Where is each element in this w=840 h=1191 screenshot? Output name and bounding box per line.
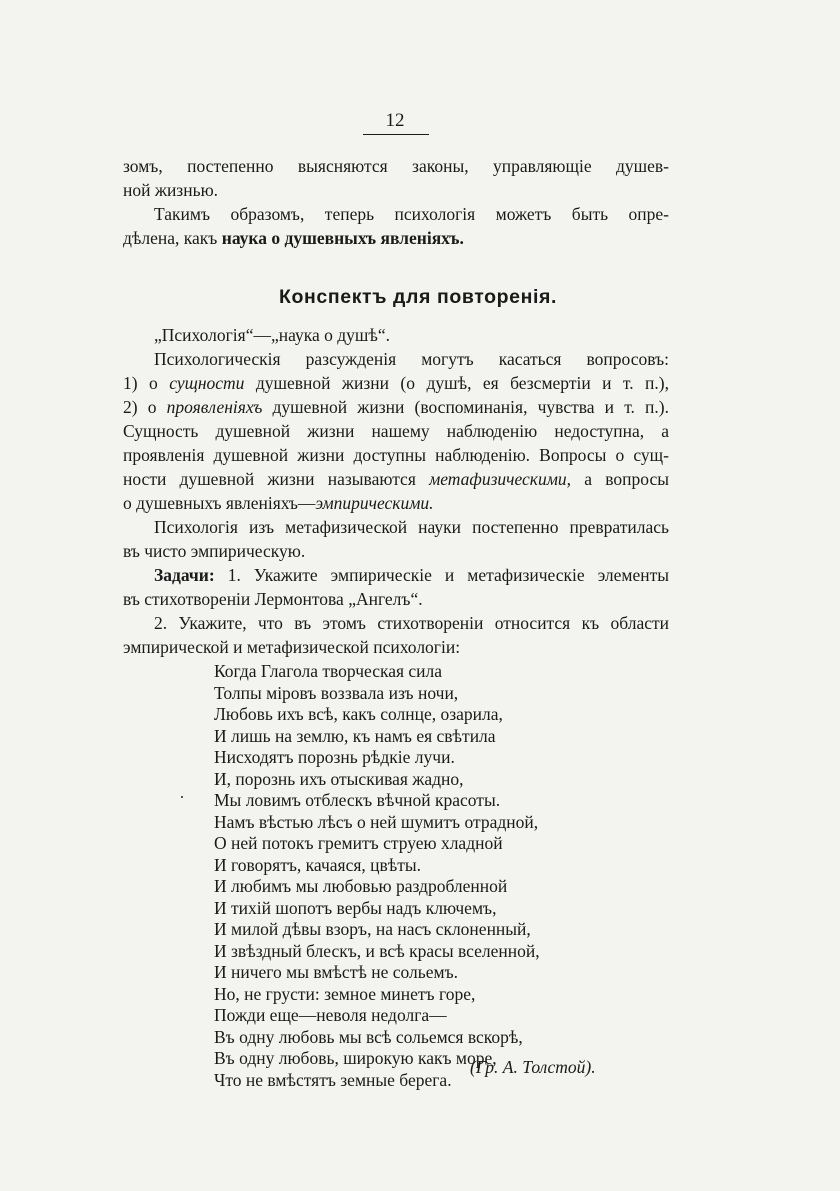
- text-line: „Психологія“—„наука о душѣ“.: [154, 325, 391, 345]
- text-line: [123, 563, 669, 587]
- text-run: 2) о: [123, 397, 167, 417]
- italic-term: эмпирическими.: [315, 493, 434, 513]
- poem-line: И говорятъ, качаяся, цвѣты.: [214, 854, 422, 875]
- poem-line: Что не вмѣстятъ земные берега.: [214, 1069, 452, 1090]
- section-heading: Конспектъ для повторенія.: [279, 286, 557, 308]
- poem-line: Когда Глагола творческая сила: [214, 661, 443, 681]
- poem-line: Въ одну любовь, широкую какъ море,: [214, 1048, 497, 1068]
- summary-paragraph: [123, 323, 669, 563]
- text-line: проявленія душевной жизни доступны наблюденію. Вопросы о сущ-: [123, 445, 669, 465]
- poem-line: И любимъ мы любовью раздробленной: [214, 876, 508, 896]
- text-line: [123, 467, 669, 491]
- poem-line: И, порознь ихъ отыскивая жадно,: [214, 768, 464, 789]
- poem-line: Мы ловимъ отблескъ вѣчной красоты.: [214, 790, 501, 810]
- poem-line: Намъ вѣстью лѣсъ о ней шумитъ отрадной,: [214, 811, 539, 832]
- text-line: въ стихотвореніи Лермонтова „Ангелъ“.: [123, 589, 423, 609]
- text-run: 1) о: [123, 373, 170, 393]
- text-run: 1. Укажите эмпирическіе и метафизическіе элементы: [214, 565, 669, 585]
- text-line: эмпирической и метафизической психологіи:: [123, 637, 461, 657]
- text-line: Психологическія разсужденія могутъ касаться вопросовъ:: [154, 349, 669, 369]
- poem-line: О ней потокъ гремитъ струею хладной: [214, 833, 503, 853]
- text-line: 2. Укажите, что въ этомъ стихотвореніи относится къ области: [154, 613, 669, 633]
- poem-line: Но, не грусти: земное минетъ горе,: [214, 983, 476, 1004]
- text-run: душевной жизни (воспоминанія, чувства и т. п.).: [262, 397, 669, 417]
- poem-line: Въ одну любовь мы всѣ сольемся вскорѣ,: [214, 1026, 523, 1047]
- poem-line: И ничего мы вмѣстѣ не сольемъ.: [214, 962, 458, 982]
- poem: [214, 661, 634, 1091]
- text-run: дѣлена, какъ: [123, 228, 222, 248]
- page-number: 12: [385, 110, 405, 131]
- poem-line: И звѣздный блескъ, и всѣ красы вселенной,: [214, 940, 540, 961]
- poem-line: И тихій шопотъ вербы надъ ключемъ,: [214, 897, 497, 918]
- tasks-paragraph: [123, 563, 669, 659]
- text-run: душевной жизни (о душѣ, ея безсмертіи и т. п.),: [244, 373, 669, 393]
- text-run: ности душевной жизни называются: [123, 469, 430, 489]
- text-line: Психологія изъ метафизической науки постепенно превратилась: [154, 517, 669, 537]
- italic-term: проявленіяхъ: [166, 397, 263, 417]
- text-line: Такимъ образомъ, теперь психологія можетъ быть опре-: [154, 204, 669, 224]
- page-number-rule: [363, 134, 429, 135]
- text-line: [123, 371, 669, 395]
- italic-term: метафизическими,: [429, 469, 572, 489]
- text-line: въ чисто эмпирическую.: [123, 541, 306, 561]
- poem-line: И милой дѣвы взоръ, на насъ склоненный,: [214, 919, 531, 939]
- poem-line: Пожди еще—неволя недолга—: [214, 1005, 447, 1025]
- italic-term: сущности: [169, 373, 245, 393]
- ink-speck: [181, 796, 183, 798]
- poem-attribution: (Гр. А. Толстой).: [470, 1057, 596, 1077]
- text-line: ной жизнью.: [123, 180, 219, 200]
- text-line: зомъ, постепенно выясняются законы, управляющіе душев-: [123, 156, 669, 176]
- text-run: а вопросы: [571, 469, 669, 489]
- poem-line: Нисходятъ порознь рѣдкіе лучи.: [214, 747, 455, 767]
- text-line: [123, 395, 669, 419]
- bold-definition: наука о душевныхъ явленіяхъ.: [221, 228, 464, 248]
- poem-line: И лишь на землю, къ намъ ея свѣтила: [214, 725, 496, 746]
- text-line: [123, 226, 669, 250]
- tasks-label: Задачи:: [154, 565, 215, 585]
- text-run: о душевныхъ явленіяхъ—: [123, 493, 316, 513]
- poem-line: Любовь ихъ всѣ, какъ солнце, озарила,: [214, 704, 503, 724]
- text-line: Сущность душевной жизни нашему наблюденію недоступна, а: [123, 421, 669, 441]
- text-line: [123, 491, 669, 515]
- intro-paragraph: [123, 154, 669, 250]
- poem-line: Толпы міровъ воззвала изъ ночи,: [214, 682, 459, 703]
